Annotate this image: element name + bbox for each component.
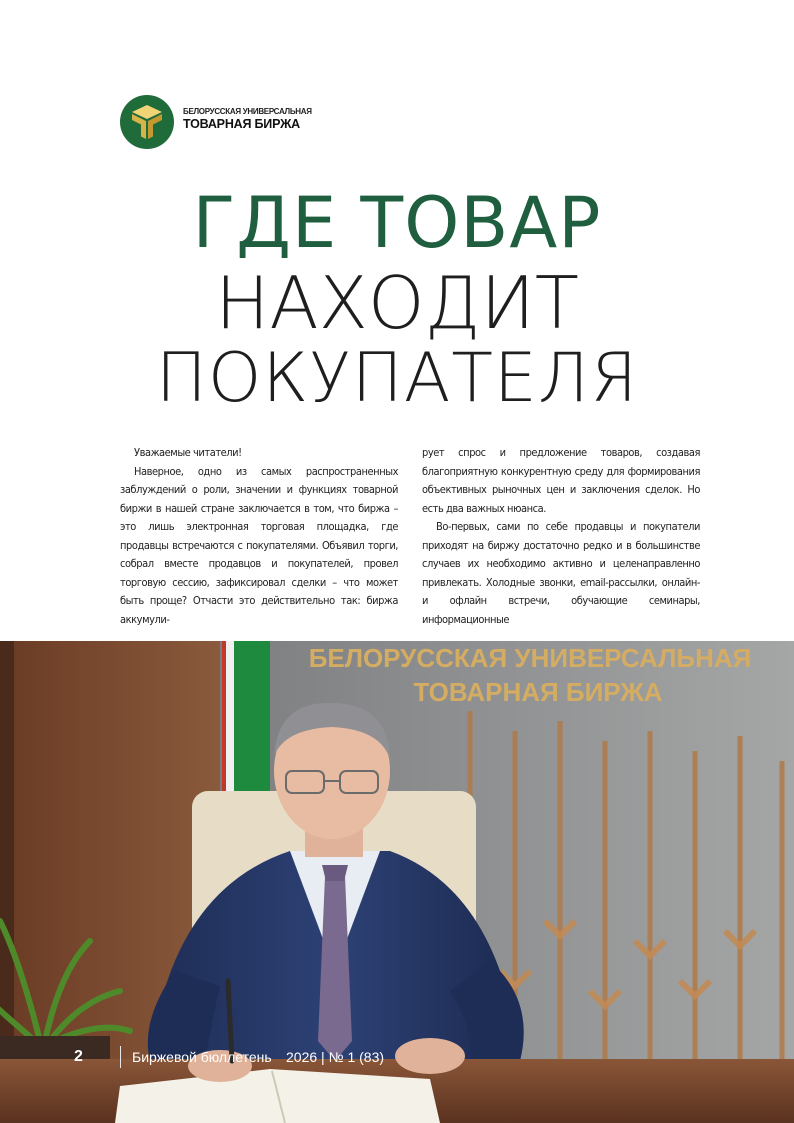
wall-sign-line-2: ТОВАРНАЯ БИРЖА: [413, 677, 663, 707]
article-column-1: [120, 444, 398, 629]
page-number: 2: [74, 1048, 83, 1065]
article-column-2: [422, 444, 700, 629]
footer-divider: [120, 1046, 121, 1068]
wall-sign-line-1: БЕЛОРУССКАЯ УНИВЕРСАЛЬНАЯ: [308, 643, 752, 673]
title-line-2: НАХОДИТ: [215, 261, 579, 345]
magazine-name: Биржевой бюллетень: [132, 1049, 272, 1065]
article-paragraph: Во-первых, сами по себе продавцы и покупатели приходят на биржу достаточно редко и в большинстве случаев их необходимо активно и целенаправленно привлекать. Холодные звонки, email-рассылки, онлайн- и офлайн встречи, обучающие семинары, информационные: [422, 520, 700, 626]
article-paragraph: Наверное, одно из самых распространенных заблуждений о роли, значении и функциях товарной биржи в нашей стране заключается в том, что биржа – это лишь электронная торговая площадка, где продавцы встречаются с покупателями. Объявил торги, собрал вместе продавцов и покупателей, провел торговую сессию, зафиксировал сделки – что может быть проще? Отчасти это действительно так: биржа аккумули-: [120, 464, 398, 626]
issue-number: 2026 | № 1 (83): [286, 1049, 385, 1065]
title-line-1: ГДЕ ТОВАР: [192, 182, 602, 264]
article-paragraph-continued: рует спрос и предложение товаров, создавая благоприятную конкурентную среду для формирования объективных рыночных цен и заключения сделок. Но есть два важных нюанса.: [422, 446, 700, 515]
title-line-3: ПОКУПАТЕЛЯ: [155, 339, 639, 418]
greeting-paragraph: Уважаемые читатели!: [134, 446, 242, 459]
exchange-logo: [120, 95, 320, 151]
exchange-emblem-icon: [120, 95, 174, 149]
logo-text-bottom: ТОВАРНАЯ БИРЖА: [183, 117, 300, 131]
logo-text-top: БЕЛОРУССКАЯ УНИВЕРСАЛЬНАЯ: [183, 107, 312, 116]
